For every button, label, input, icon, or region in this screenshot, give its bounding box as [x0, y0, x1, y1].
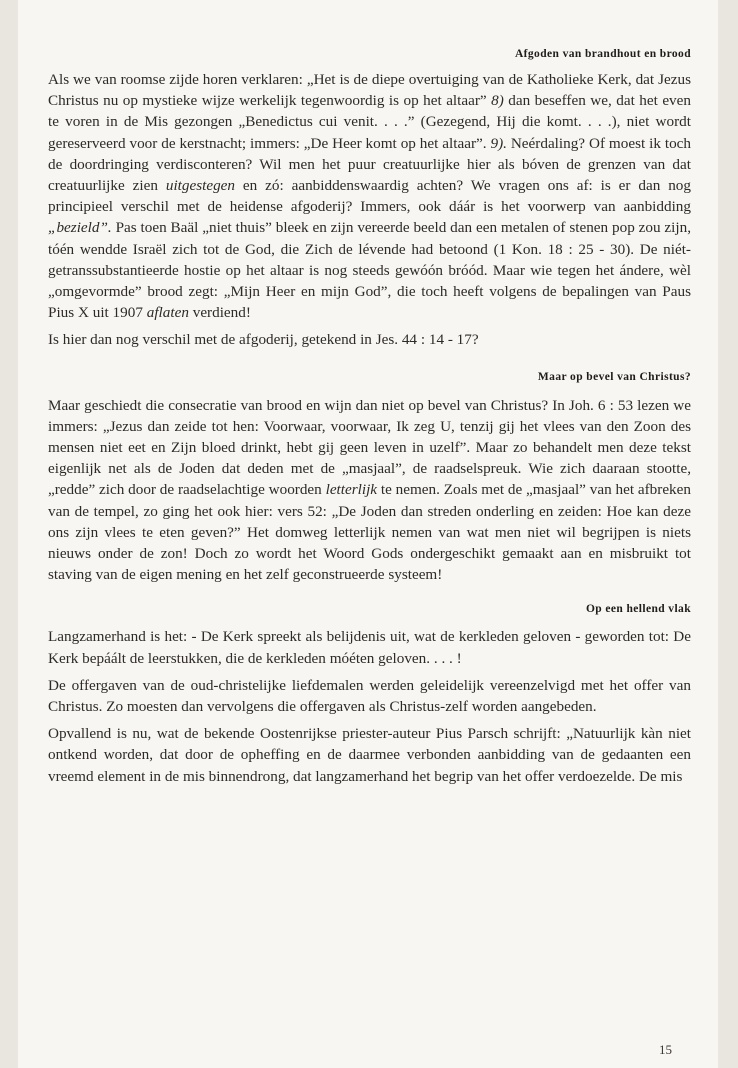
emphasis-bezield: „bezield”. [48, 219, 112, 237]
paragraph-1-text-b: dan beseffen we, dat het even te voren in de Mis gezongen „Benedictus cui venit. . . .” (Gezegend, Hij die komt. . . .), niet wordt gereserveerd voor de kerstnacht; immers: „De Heer komt op het altaar”. [48, 92, 691, 152]
paragraph-4: Langzamerhand is het: - De Kerk spreekt als belijdenis uit, wat de kerkleden geloven - geworden tot: De Kerk bepáált de leerstukken, die de kerkleden móéten geloven. . . . ! [48, 628, 691, 667]
page-content [48, 46, 691, 793]
book-page [18, 0, 718, 1068]
paragraph-3-text-b: te nemen. Zoals met de „masjaal” van het afbreken van de tempel, zo ging het ook hier: vers 52: „De Joden dan streden onderling en zeiden: Hoe kan deze ons zijn vlees te eten geven?” Het domweg letterlijk nemen van wat men niet wil begrijpen is niets nieuws onder de zon! Doch zo wordt het Woord Gods ondergeschikt gemaakt aan en misbruikt tot staving van de eigen mening en het zelf geconstrueerde systeem! [48, 481, 691, 584]
emphasis-uitgestegen: uitgestegen [165, 177, 236, 195]
paragraph-1 [48, 69, 691, 323]
paragraph-1-text-a: Als we van roomse zijde horen verklaren: „Het is de diepe overtuiging van de Katholieke Kerk, dat Jezus Christus nu op mystieke wijze werkelijk tegenwoordig is op het altaar” [48, 71, 691, 110]
section-heading-christus: Maar op bevel van Christus? [537, 370, 691, 383]
page-number: 15 [659, 1042, 672, 1057]
paragraph-5: De offergaven van de oud-christelijke liefdemalen werden geleidelijk vereenzelvigd met het offer van Christus. Zo moesten dan vervolgens die offergaven als Christus-zelf worden aangebeden. [48, 676, 691, 716]
section-heading-hellend-vlak: Op een hellend vlak [585, 603, 691, 616]
paragraph-3-text-a: Maar geschiedt die consecratie van brood en wijn dan niet op bevel van Christus? In Joh. 6 : 53 lezen we immers: „Jezus dan zeide tot hen: Voorwaar, voorwaar, Ik zeg U, tenzij gij het vlees van den Zoon des mensen niet eet en Zijn bloed drinkt, hebt gij geen leven in uzelf”. Maar zo behandelt men deze tekst eigenlijk net als de Joden dat deden met de „masjaal”, de raadselspreuk. Wie zich daaraan stootte, „redde” zich door de raadselachtige woorden [48, 396, 691, 499]
paragraph-3 [48, 395, 691, 586]
emphasis-aflaten: aflaten [146, 304, 189, 322]
running-heading: Afgoden van brandhout en brood [514, 48, 691, 60]
footnote-ref-9: 9). [490, 134, 507, 152]
paragraph-2: Is hier dan nog verschil met de afgoderij, getekend in Jes. 44 : 14 - 17? [48, 331, 479, 349]
paragraph-1-text-c: Neérdaling? Of moest ik toch de doordringing verdisconteren? Wil men het puur creatuurlijke hier als bóven de grenzen van dat creatuurlijke zien [48, 134, 692, 195]
footnote-ref-8: 8) [491, 92, 504, 110]
emphasis-letterlijk: letterlijk [325, 481, 378, 499]
paragraph-1-text-d: en zó: aanbiddenswaardig achten? We vragen ons af: is er dan nog principieel verschil met de heidense afgoderij? Immers, ook dáár is het voorwerp van aanbidding [48, 177, 691, 216]
paragraph-1-text-e: Pas toen Baäl „niet thuis” bleek en zijn vereerde beeld dan een metalen of stenen pop zou zijn, tóén wendde Israël zich tot de God, die Zich de lévende had betoond (1 Kon. 18 : 25 - 30). De niét-getranssubstantieerde hostie op het altaar is nog steeds gewóón bróód. Maar wie tegen het ándere, wèl „omgevormde” brood zegt: „Mijn Heer en mijn God”, die toch heeft volgens de bepalingen van Paus Pius X uit 1907 [48, 219, 691, 322]
paragraph-1-text-f: verdiend! [188, 304, 251, 322]
paragraph-6: Opvallend is nu, wat de bekende Oostenrijkse priester-auteur Pius Parsch schrijft: „Natuurlijk kàn niet ontkend worden, dat door de opheffing en de daarmee verbonden aanbidding van de gedaanten een vreemd element in de mis binnendrong, dat langzamerhand het begrip van het offer verdoezelde. De mis [48, 725, 691, 785]
